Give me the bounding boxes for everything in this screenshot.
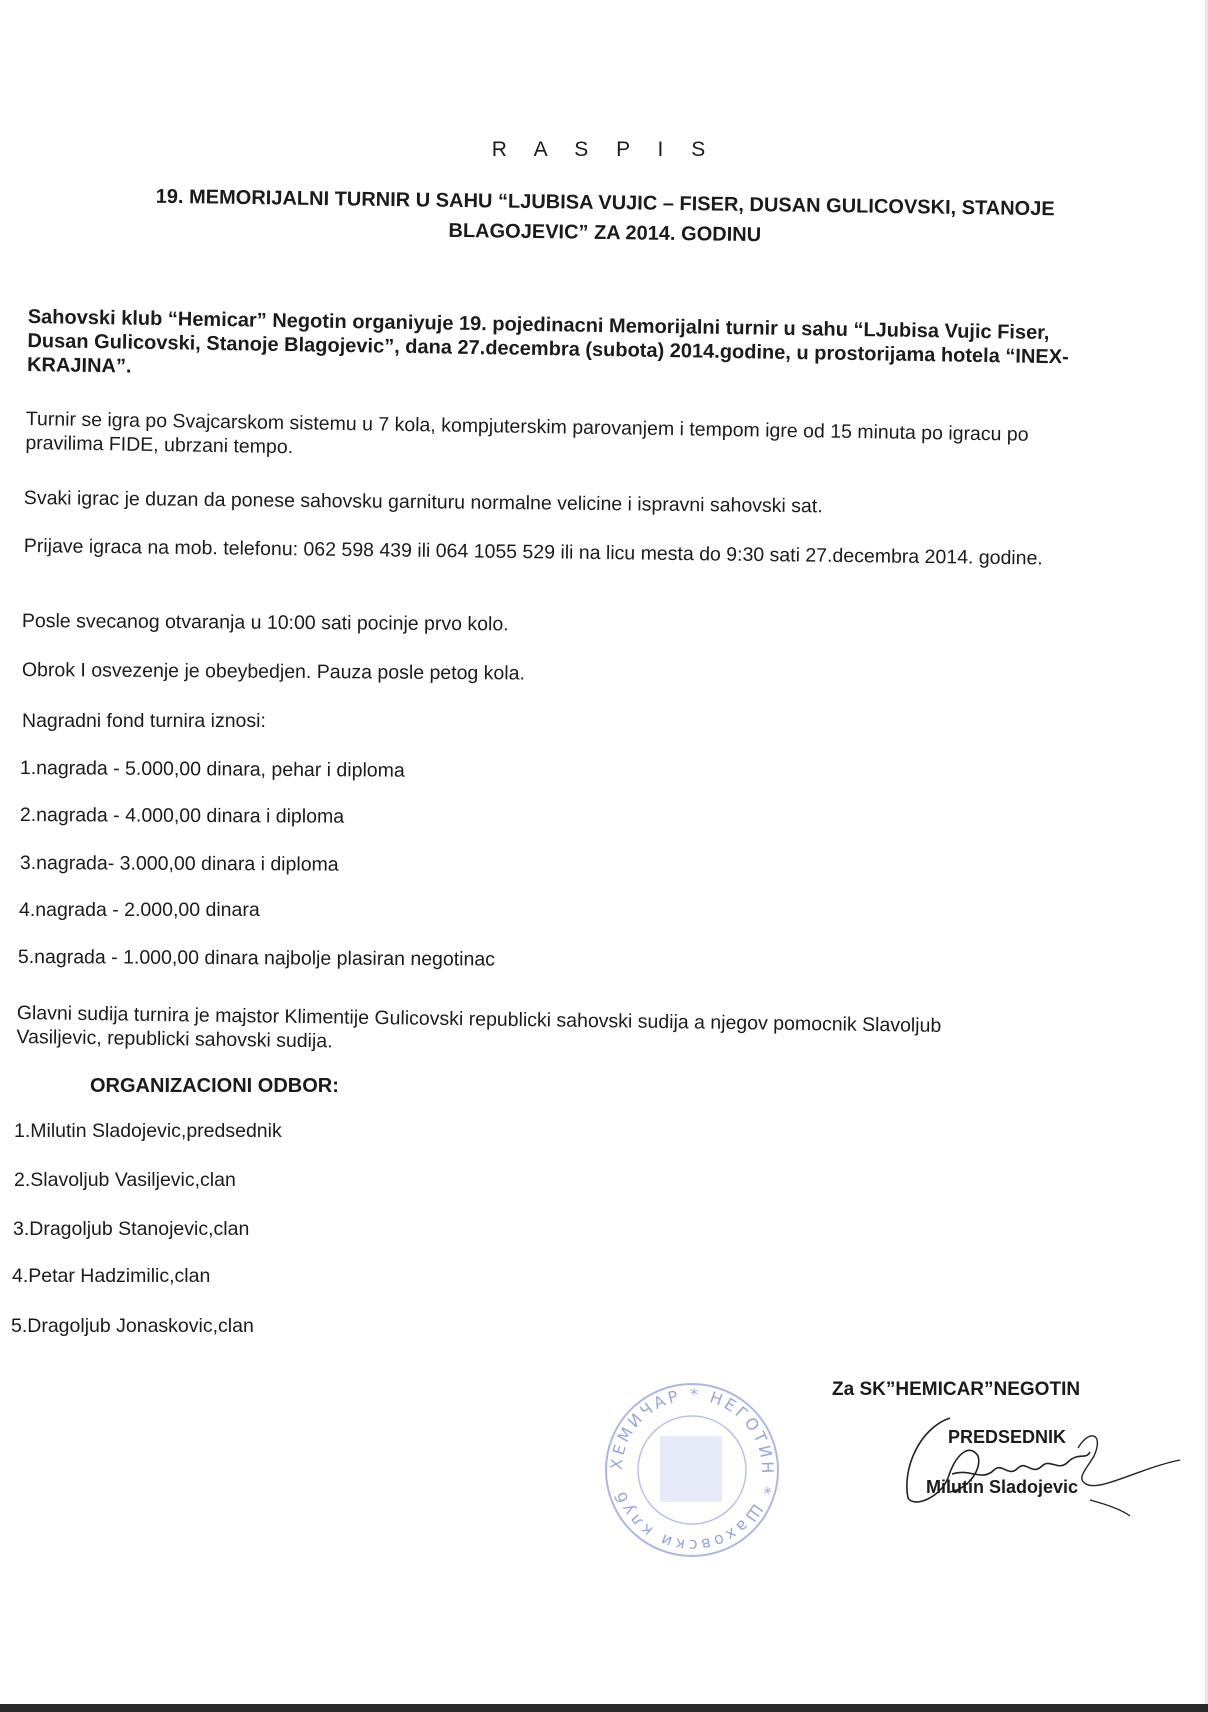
equipment-paragraph: Svaki igrac je duzan da ponese sahovsku garnituru normalne velicine i ispravni sahovski sat. <box>23 486 823 518</box>
judge-paragraph: Glavni sudija turnira je majstor Klimentije Gulicovski republicki sahovski sudija a njegov pomocnik Slavoljub Vasiljevic, republicki sahovski sudija. <box>16 1001 942 1053</box>
signature-organization: Za SK”HEMICAR”NEGOTIN <box>832 1379 1081 1400</box>
committee-member: 3.Dragoljub Stanojevic,clan <box>13 1218 250 1240</box>
meal-paragraph: Obrok I osvezenje je obeybedjen. Pauza posle petog kola. <box>21 659 525 685</box>
document-subtitle <box>40 180 1171 256</box>
committee-member: 4.Petar Hadzimilic,clan <box>12 1265 211 1287</box>
rules-paragraph: Turnir se igra po Svajcarskom sistemu u 7 kola, kompjuterskim parovanjem i tempom igre od 15 minuta po igracu po pravilima FIDE, ubrzani tempo. <box>25 407 1029 459</box>
stamp-seal <box>600 1378 784 1562</box>
prize-item: 1.nagrada - 5.000,00 dinara, pehar i diploma <box>19 757 405 782</box>
prize-item: 5.nagrada - 1.000,00 dinara najbolje plasiran negotinac <box>17 946 496 971</box>
subtitle-line-1: 19. MEMORIJALNI TURNIR U SAHU “LJUBISA VUJIC – FISER, DUSAN GULICOVSKI, STANOJE <box>155 185 1055 221</box>
signature-name: Milutin Sladojevic <box>926 1477 1079 1497</box>
opening-paragraph: Posle svecanog otvaranja u 10:00 sati pocinje prvo kolo. <box>21 610 509 636</box>
scan-edge-bottom <box>0 1704 1208 1712</box>
subtitle-line-2: BLAGOJEVIC” ZA 2014. GODINU <box>448 219 762 247</box>
committee-member: 2.Slavoljub Vasiljevic,clan <box>14 1169 236 1191</box>
committee-member: 1.Milutin Sladojevic,predsednik <box>14 1120 282 1142</box>
committee-member: 5.Dragoljub Jonaskovic,clan <box>11 1315 254 1337</box>
prize-item: 3.nagrada- 3.000,00 dinara i diploma <box>19 852 339 876</box>
stamp-text: ХЕМИЧАР * НЕГОТИН * Шаховски клуб <box>606 1384 778 1556</box>
committee-heading: ORGANIZACIONI ODBOR: <box>90 1075 339 1097</box>
signature-role: PREDSEDNIK <box>948 1427 1067 1447</box>
prize-item: 2.nagrada - 4.000,00 dinara i diploma <box>19 804 345 828</box>
registration-paragraph: Prijave igraca na mob. telefonu: 062 598 439 ili 064 1055 529 ili na licu mesta do 9:30 sati 27.decembra 2014. godine. <box>23 534 1043 570</box>
intro-paragraph: Sahovski klub “Hemicar” Negotin organiyuje 19. pojedinacni Memorijalni turnir u sahu “LJubisa Vujic Fiser, Dusan Gulicovski, Stanoje Blagojevic”, dana 27.decembra (subota) 2014.godine, u prostorijama hotela “INEX-KRAJINA”. <box>26 305 1069 378</box>
prize-item: 4.nagrada - 2.000,00 dinara <box>19 899 260 921</box>
handwritten-signature <box>890 1408 1190 1518</box>
document-title: R A S P I S <box>491 138 717 161</box>
prize-fund-paragraph: Nagradni fond turnira iznosi: <box>22 710 266 732</box>
